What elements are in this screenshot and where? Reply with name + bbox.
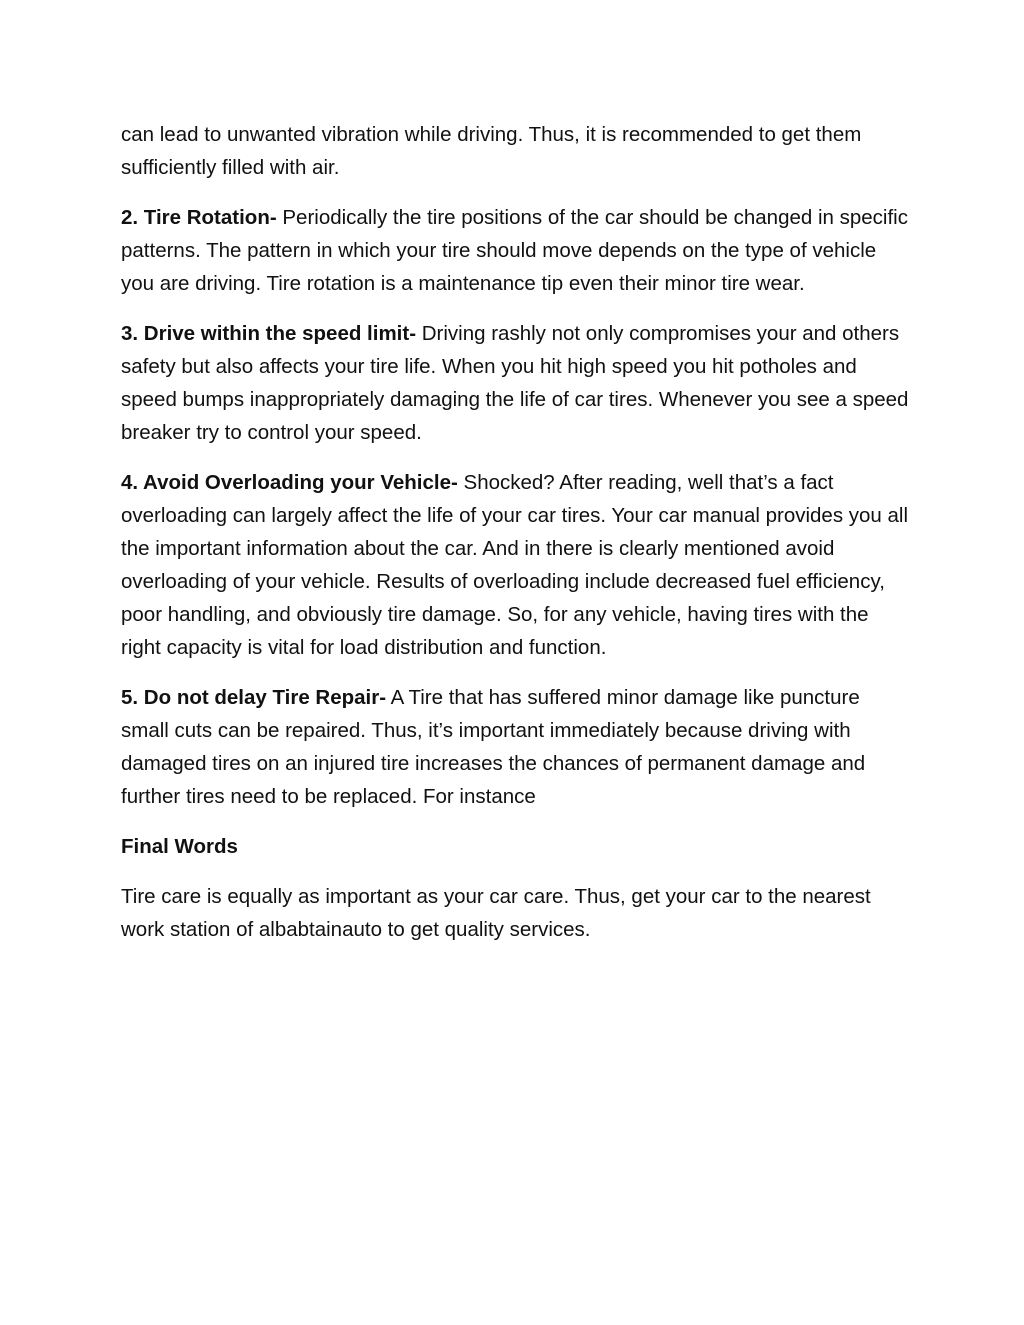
- tip-heading: 5. Do not delay Tire Repair-: [121, 686, 387, 709]
- tip-body: Periodically the tire positions of the car should be changed in specific patterns. The pattern in which your tire should move depends on the type of vehicle you are driving. Tire rotation is a maintenance tip even their minor tire wear.: [121, 206, 908, 295]
- intro-paragraph: can lead to unwanted vibration while driving. Thus, it is recommended to get them sufficiently filled with air.: [121, 123, 862, 179]
- tip-body: A Tire that has suffered minor damage like puncture small cuts can be repaired. Thus, it’s important immediately because driving with damaged tires on an injured tire increases the chances of permanent damage and further tires need to be replaced. For instance: [121, 686, 866, 808]
- tip-heading: 2. Tire Rotation-: [121, 206, 277, 229]
- tip-body: Driving rashly not only compromises your and others safety but also affects your tire life. When you hit high speed you hit potholes and speed bumps inappropriately damaging the life of car tires. Whenever you see a speed breaker try to control your speed.: [121, 322, 909, 444]
- tip-speed-limit: [121, 317, 911, 449]
- tip-tire-rotation: [121, 201, 911, 300]
- tip-heading: 4. Avoid Overloading your Vehicle-: [121, 471, 458, 494]
- tip-tire-repair: [121, 681, 911, 813]
- document-page: [121, 118, 911, 963]
- tip-body: Shocked? After reading, well that’s a fact overloading can largely affect the life of your car tires. Your car manual provides you all the important information about the car. And in there is clearly mentioned avoid overloading of your vehicle. Results of overloading include decreased fuel efficiency, poor handling, and obviously tire damage. So, for any vehicle, having tires with the right capacity is vital for load distribution and function.: [121, 471, 909, 659]
- tip-heading: 3. Drive within the speed limit-: [121, 322, 417, 345]
- tip-avoid-overloading: [121, 466, 911, 664]
- final-words-paragraph: Tire care is equally as important as your car care. Thus, get your car to the nearest work station of albabtainauto to get quality services.: [121, 885, 871, 941]
- final-words-heading: Final Words: [121, 835, 238, 858]
